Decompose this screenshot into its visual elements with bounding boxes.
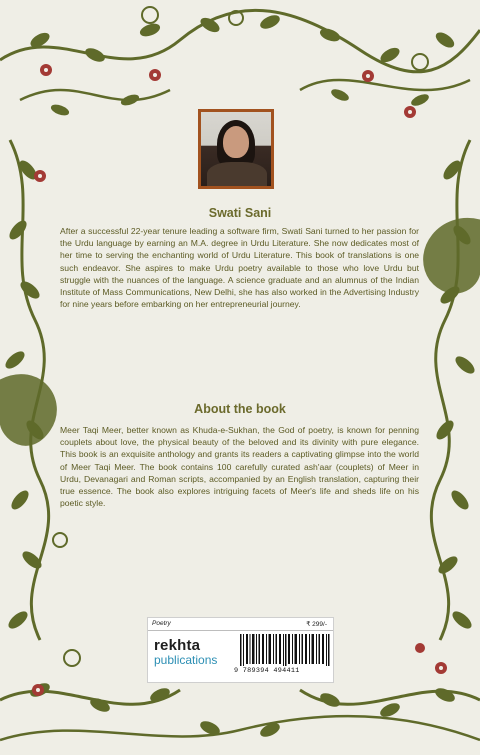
genre-label: Poetry: [152, 620, 171, 627]
author-bio: After a successful 22-year tenure leading a software firm, Swati Sani turned to her passion for the Urdu language by earning an M.A. degree in Urdu Literature. She now dedicates most of her time to serving the enchanting world of Urdu Literature. This book of translations is one such endeavor. She aspires to make Urdu poetry available to those who love Urdu but struggle with the nuances of the language. A science graduate and an alumnus of the Indian Institute of Mass Communications, New Delhi, she has also worked in the Advertising Industry for nine years before embarking on her entrepreneurial journey.: [60, 226, 419, 310]
barcode-header: [148, 618, 333, 631]
barcode-panel: [147, 617, 334, 683]
author-photo: [198, 109, 274, 189]
price-label: ₹ 299/-: [306, 621, 327, 628]
about-text: Meer Taqi Meer, better known as Khuda-e-Sukhan, the God of poetry, is known for penning couplets about love, the physical beauty of the beloved and its divinity with pure elegance. This book is an exquisite anthology and grants its readers a captivating glimpse into the world of Meer Taqi Meer. The book contains 100 carefully curated ash'aar (couplets) of Meer in Urdu, Devanagari and Roman scripts, accompanied by an English translation, capturing their true essence. The book also explores intriguing facets of Meer's life and sheds life on his poetic style.: [60, 425, 419, 509]
about-title: About the book: [194, 402, 286, 416]
publisher-logo-sub: publications: [154, 653, 218, 667]
isbn-number: 9 789394 494411: [234, 667, 300, 675]
barcode-icon: [240, 634, 330, 666]
author-name: Swati Sani: [208, 206, 272, 220]
publisher-logo: rekhta: [154, 637, 201, 654]
